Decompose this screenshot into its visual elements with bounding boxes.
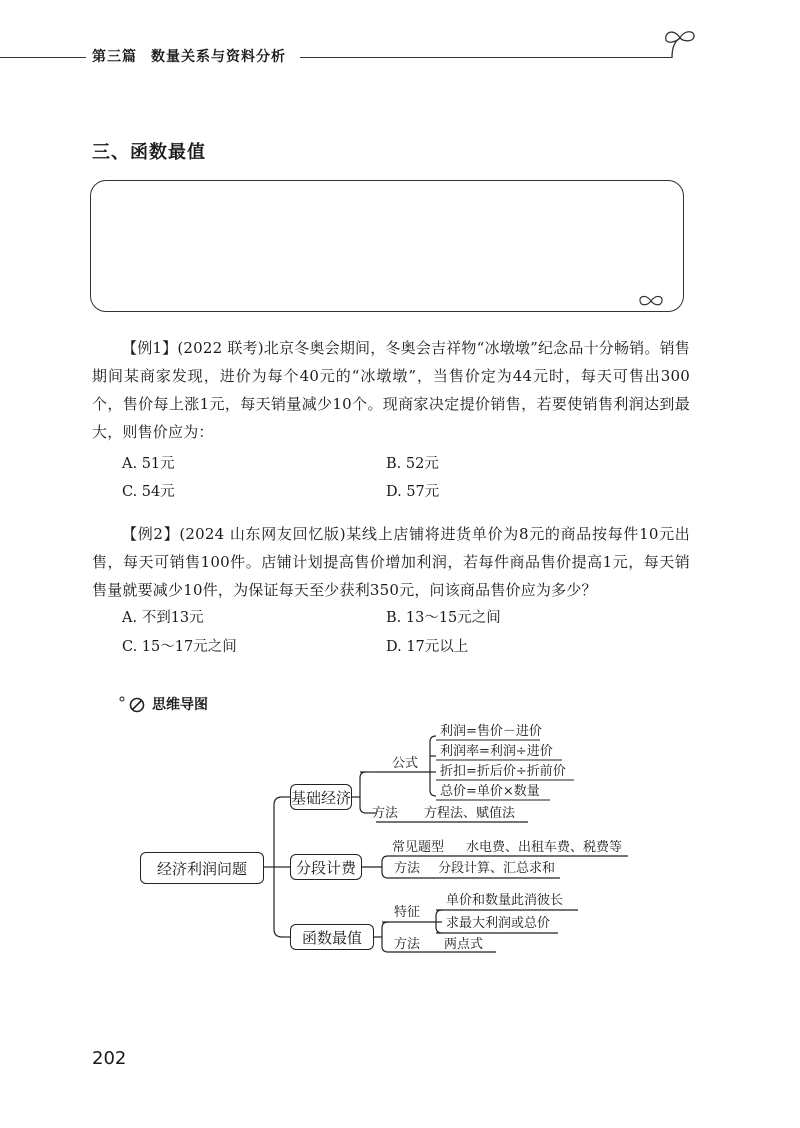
function-feature-2: 求最大利润或总价 <box>446 916 551 931</box>
example-1-option-d: D. 57元 <box>386 484 440 500</box>
example-1-question: 【例1】(2022 联考)北京冬奥会期间，冬奥会吉祥物“冰墩墩”纪念品十分畅销。销售期间某商家发现，进价为每个40元的“冰墩墩”，当售价定为44元时，每天可售出300个，售价每上涨1元，每天销量减少10个。现商家决定提价销售，若要使销售利润达到最大，则售价应为： <box>92 339 690 441</box>
function-method-label: 方法 <box>394 937 421 952</box>
function-feature-1: 单价和数量此消彼长 <box>446 893 564 908</box>
example-2-question: 【例2】(2024 山东网友回忆版)某线上店铺将进货单价为8元的商品按每件10元出售，每天可销售100件。店铺计划提高售价增加利润，若每件商品售价提高1元，每天销售量就要减少10件，为保证每天至少获利350元，问该商品售价应为多少？ <box>92 525 690 599</box>
header-title: 数量关系与资料分析 <box>151 49 286 65</box>
section-title: 三、函数最值 <box>92 142 206 163</box>
tiered-type-label: 常见题型 <box>392 840 445 855</box>
formula-profit-rate: 利润率=利润÷进价 <box>440 744 553 759</box>
basic-method-label: 方法 <box>372 806 399 821</box>
header-part: 第三篇 <box>92 49 137 65</box>
mindmap-root: 经济利润问题 <box>140 852 264 884</box>
tiered-types: 水电费、出租车费、税费等 <box>466 840 623 855</box>
mindmap-branch-tiered: 分段计费 <box>290 854 362 880</box>
formula-profit: 利润=售价－进价 <box>440 724 542 739</box>
tiered-method: 分段计算、汇总求和 <box>438 861 556 876</box>
example-2-option-c: C. 15～17元之间 <box>122 639 237 655</box>
function-method: 两点式 <box>444 937 484 952</box>
example-2-option-d: D. 17元以上 <box>386 639 469 655</box>
mindmap-branch-function: 函数最值 <box>290 924 374 950</box>
basic-method: 方程法、赋值法 <box>424 806 516 821</box>
page-number: 202 <box>92 1048 127 1069</box>
mindmap-label: 思维导图 <box>152 697 208 713</box>
function-feature-label: 特征 <box>394 905 421 920</box>
example-2-option-b: B. 13～15元之间 <box>386 610 501 626</box>
mindmap-branch-basic: 基础经济 <box>290 784 352 810</box>
example-1-option-c: C. 54元 <box>122 484 175 500</box>
formula-label: 公式 <box>392 756 419 771</box>
example-1-option-b: B. 52元 <box>386 456 439 472</box>
example-2-option-a: A. 不到13元 <box>122 610 204 626</box>
tiered-method-label: 方法 <box>394 861 421 876</box>
formula-total: 总价=单价×数量 <box>440 784 540 799</box>
formula-discount: 折扣=折后价÷折前价 <box>440 764 566 779</box>
example-1-option-a: A. 51元 <box>122 456 175 472</box>
